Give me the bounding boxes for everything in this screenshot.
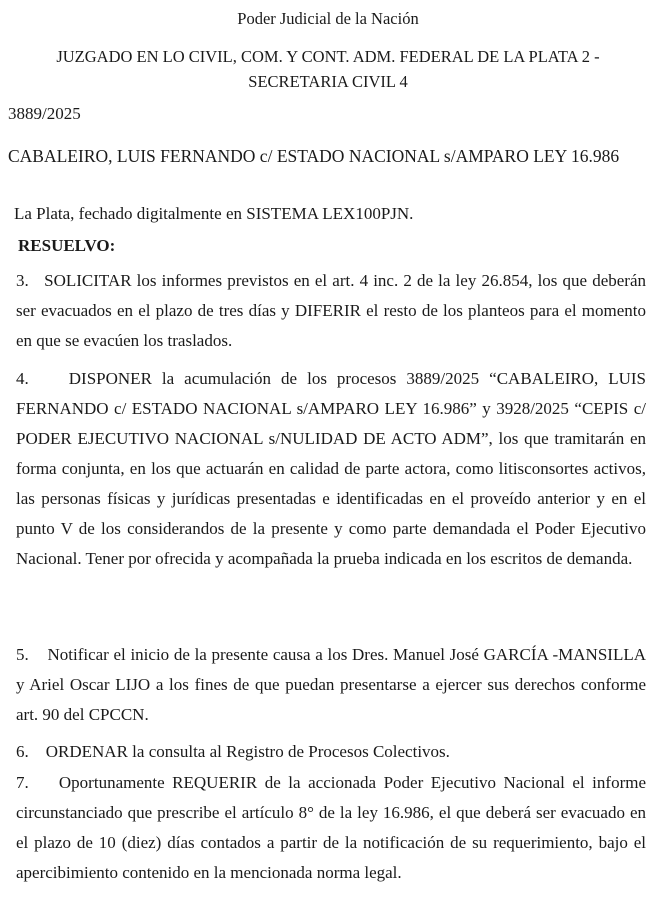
institution-header: Poder Judicial de la Nación [237, 9, 419, 28]
court-name-line-1: JUZGADO EN LO CIVIL, COM. Y CONT. ADM. FEDERAL DE LA PLATA 2 - [56, 47, 600, 66]
court-name-line-2: SECRETARIA CIVIL 4 [248, 72, 408, 91]
item-gap [29, 271, 44, 290]
item-number: 5. [16, 645, 29, 664]
case-number: 3889/2025 [8, 104, 81, 123]
item-number: 6. [16, 742, 29, 761]
item-gap [29, 773, 59, 792]
item-number: 7. [16, 773, 29, 792]
resolution-item-4 [16, 364, 646, 574]
resolution-item-5 [16, 640, 646, 730]
item-gap [29, 369, 69, 388]
item-text: DISPONER la acumulación de los procesos 3889/2025 “CABALEIRO, LUIS FERNANDO c/ ESTADO NACIONAL s/AMPARO LEY 16.986” y 3928/2025 “CEPIS c/ PODER EJECUTIVO NACIONAL s/NULIDAD DE ACTO ADM”, los que tramitarán en forma conjunta, en los que actuarán en calidad de parte actora, como litisconsortes activos, las personas físicas y jurídicas presentadas e identificadas en el proveído anterior y en el punto V de los considerandos de la presente y como parte demandada el Poder Ejecutivo Nacional. Tener por ofrecida y acompañada la prueba indicada en los escritos de demanda. [16, 369, 647, 568]
item-text: ORDENAR la consulta al Registro de Procesos Colectivos. [45, 742, 450, 761]
item-text: Notificar el inicio de la presente causa a los Dres. Manuel José GARCÍA -MANSILLA y Ariel Oscar LIJO a los fines de que puedan presentarse a ejercer sus derechos conforme art. 90 del CPCCN. [16, 645, 646, 724]
resolution-item-6 [16, 737, 646, 767]
item-number: 4. [16, 369, 29, 388]
resolution-heading: RESUELVO: [18, 236, 116, 255]
item-gap [29, 742, 46, 761]
item-text: Oportunamente REQUERIR de la accionada Poder Ejecutivo Nacional el informe circunstanciado que prescribe el artículo 8° de la ley 16.986, el que deberá ser evacuado en el plazo de 10 (diez) días contados a partir de la notificación de su requerimiento, bajo el apercibimiento contenido en la mencionada norma legal. [16, 773, 646, 882]
item-gap [29, 645, 48, 664]
resolution-item-3 [16, 266, 646, 356]
item-text: SOLICITAR los informes previstos en el art. 4 inc. 2 de la ley 26.854, los que deberán ser evacuados en el plazo de tres días y DIFERIR el resto de los planteos para el momento en que se evacúen los traslados. [16, 271, 646, 350]
resolution-item-7 [16, 768, 646, 888]
item-number: 3. [16, 271, 29, 290]
date-line: La Plata, fechado digitalmente en SISTEMA LEX100PJN. [14, 204, 414, 223]
case-caption: CABALEIRO, LUIS FERNANDO c/ ESTADO NACIONAL s/AMPARO LEY 16.986 [8, 146, 620, 166]
